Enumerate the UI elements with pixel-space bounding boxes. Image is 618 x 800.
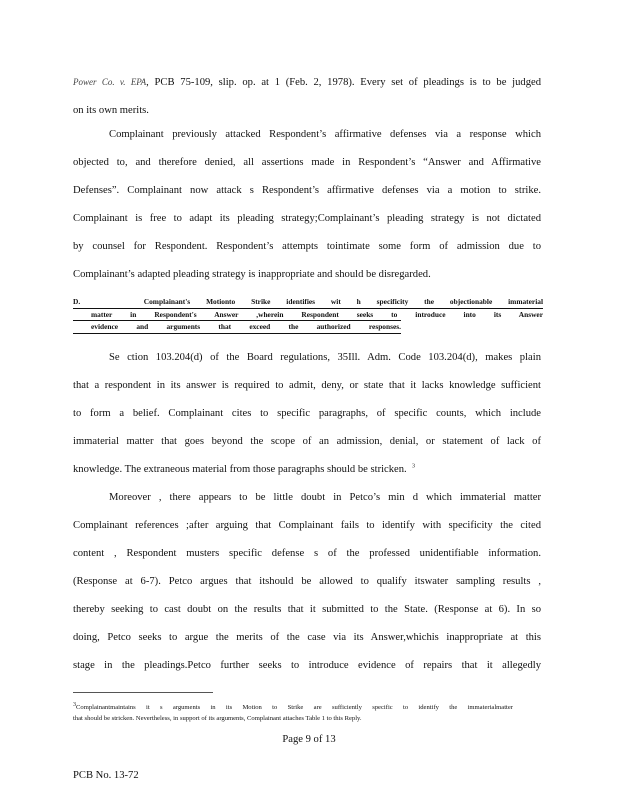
- paragraph-4-line: stage in the pleadings.Petco further seeks to introduce evidence of repairs that it allegedly: [73, 660, 541, 671]
- footnote-divider: [73, 692, 213, 693]
- paragraph-1: [73, 68, 541, 125]
- paragraph-1-line-1: Power Co. v. EPA, PCB 75-109, slip. op. at 1 (Feb. 2, 1978). Every set of pleadings is to be judged: [73, 77, 541, 88]
- document-id: PCB No. 13-72: [73, 770, 139, 781]
- paragraph-2-line: Complainant is free to adapt its pleading strategy;Complainant’s pleading strategy is not dictated: [73, 213, 541, 224]
- footnote-reference[interactable]: 3: [412, 463, 415, 470]
- paragraph-2-line: Complainant’s adapted pleading strategy is inappropriate and should be disregarded.: [73, 269, 431, 280]
- paragraph-3-line: immaterial matter that goes beyond the scope of an admission, denial, or statement of lack of: [73, 436, 541, 447]
- paragraph-2-line: by counsel for Respondent. Respondent’s attempts tointimate some form of admission due to: [73, 241, 541, 252]
- paragraph-4-line: Moreover , there appears to be little doubt in Petco’s min d which immaterial matter: [109, 492, 541, 503]
- paragraph-3-line: to form a belief. Complainant cites to specific paragraphs, of specific counts, which include: [73, 408, 541, 419]
- heading-letter: D.: [73, 297, 81, 306]
- heading-line-2: matter in Respondent's Answer ,wherein Respondent seeks to introduce into its Answer: [73, 308, 543, 321]
- paragraph-4-line: Complainant references ;after arguing that Complainant fails to identify with specificity the cited: [73, 520, 541, 531]
- page-number: Page 9 of 13: [282, 734, 336, 745]
- paragraph-2-line: Complainant previously attacked Respondent’s affirmative defenses via a response which: [109, 129, 541, 140]
- footnote-number: 3: [73, 701, 76, 708]
- paragraph-2: [73, 121, 541, 289]
- paragraph-4-line: content , Respondent musters specific defense s of the professed unidentifiable information.: [73, 548, 541, 559]
- paragraph-2-line: objected to, and therefore denied, all assertions made in Respondent’s “Answer and Affirmative: [73, 157, 541, 168]
- footnote-line-2: that should be stricken. Nevertheless, in support of its arguments, Complainant attaches Table 1 to this Reply.: [73, 715, 362, 722]
- paragraph-3-line: that a respondent in its answer is required to admit, deny, or state that it lacks knowledge sufficient: [73, 380, 541, 391]
- paragraph-2-line: Defenses”. Complainant now attack s Respondent’s affirmative defenses via a motion to strike.: [73, 185, 541, 196]
- case-citation: Power Co. v. EPA: [73, 77, 147, 87]
- paragraph-4-line: (Response at 6-7). Petco argues that itshould be allowed to qualify itswater sampling results ,: [73, 576, 541, 587]
- paragraph-3-line: knowledge. The extraneous material from those paragraphs should be stricken. $^3$: [73, 463, 415, 475]
- paragraph-4-line: doing, Petco seeks to argue the merits of the case via its Answer,whichis inappropriate at this: [73, 632, 541, 643]
- section-heading-d: [73, 296, 543, 334]
- paragraph-3-line: Se ction 103.204(d) of the Board regulations, 35Ill. Adm. Code 103.204(d), makes plain: [109, 352, 541, 363]
- footnote-line-1: $^3$Complainantmaintains it s arguments in its Motion to Strike are sufficiently specific to identify the immaterialmatter: [73, 701, 513, 711]
- paragraph-4-line: thereby seeking to cast doubt on the results that it submitted to the State. (Response at 6). In so: [73, 604, 541, 615]
- footnote: [73, 702, 513, 724]
- paragraph-4: [73, 484, 541, 680]
- heading-line-1: D. Complainant's Motionto Strike identifies wit h specificity the objectionable immaterial: [73, 297, 543, 306]
- paragraph-3: [73, 344, 541, 484]
- heading-line-3: evidence and arguments that exceed the authorized responses.: [73, 320, 401, 334]
- paragraph-1-line-2: on its own merits.: [73, 105, 149, 116]
